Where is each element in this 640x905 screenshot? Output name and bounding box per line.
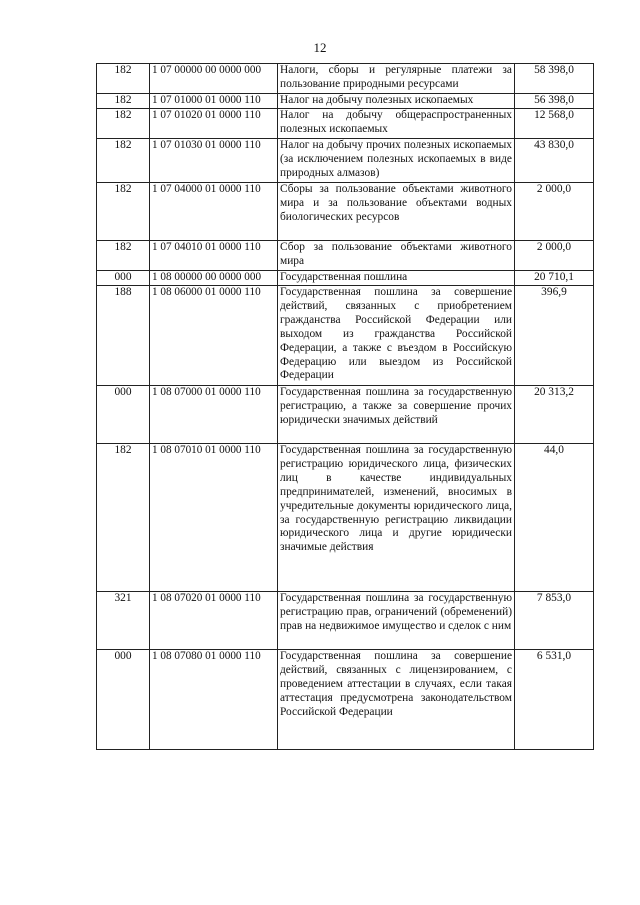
amount-cell: 44,0 — [515, 444, 594, 592]
budget-code-cell: 1 08 07020 01 0000 110 — [150, 592, 278, 650]
revenue-name-cell: Государственная пошлина за совершение действий, связанных с приобретением гражданства Российской Федерации или выходом из гражданства Российской Федерации, а также с въездом в Российскую Федерацию или выездом из Российской Федерации — [278, 286, 515, 386]
budget-revenue-table — [96, 63, 594, 750]
amount-cell: 6 531,0 — [515, 650, 594, 750]
budget-code-cell: 1 07 04010 01 0000 110 — [150, 241, 278, 271]
budget-code-cell: 1 08 07010 01 0000 110 — [150, 444, 278, 592]
admin-code-cell: 182 — [97, 64, 150, 94]
amount-cell: 2 000,0 — [515, 183, 594, 241]
admin-code-cell: 182 — [97, 183, 150, 241]
table-row — [97, 139, 594, 183]
table-row — [97, 183, 594, 241]
admin-code-cell: 182 — [97, 139, 150, 183]
revenue-name-cell: Сбор за пользование объектами животного мира — [278, 241, 515, 271]
admin-code-cell: 321 — [97, 592, 150, 650]
budget-code-cell: 1 07 04000 01 0000 110 — [150, 183, 278, 241]
budget-code-cell: 1 08 06000 01 0000 110 — [150, 286, 278, 386]
admin-code-cell: 182 — [97, 94, 150, 109]
revenue-name-cell: Налог на добычу полезных ископаемых — [278, 94, 515, 109]
admin-code-cell: 000 — [97, 271, 150, 286]
admin-code-cell: 000 — [97, 386, 150, 444]
admin-code-cell: 182 — [97, 109, 150, 139]
admin-code-cell: 182 — [97, 444, 150, 592]
revenue-name-cell: Государственная пошлина за государственную регистрацию прав, ограничений (обременений) прав на недвижимое имущество и сделок с ним — [278, 592, 515, 650]
revenue-name-cell: Сборы за пользование объектами животного мира и за пользование объектами водных биологических ресурсов — [278, 183, 515, 241]
revenue-name-cell: Государственная пошлина — [278, 271, 515, 286]
revenue-name-cell: Налоги, сборы и регулярные платежи за пользование природными ресурсами — [278, 64, 515, 94]
page-number: 12 — [313, 40, 327, 55]
amount-cell: 56 398,0 — [515, 94, 594, 109]
amount-cell: 20 710,1 — [515, 271, 594, 286]
table-row — [97, 592, 594, 650]
table-row — [97, 109, 594, 139]
budget-code-cell: 1 08 00000 00 0000 000 — [150, 271, 278, 286]
table-row — [97, 241, 594, 271]
table-row — [97, 94, 594, 109]
admin-code-cell: 188 — [97, 286, 150, 386]
revenue-name-cell: Налог на добычу общераспространенных полезных ископаемых — [278, 109, 515, 139]
budget-code-cell: 1 07 01030 01 0000 110 — [150, 139, 278, 183]
budget-code-cell: 1 08 07000 01 0000 110 — [150, 386, 278, 444]
revenue-name-cell: Государственная пошлина за государственную регистрацию, а также за совершение прочих юридически значимых действий — [278, 386, 515, 444]
revenue-name-cell: Государственная пошлина за совершение действий, связанных с лицензированием, с проведением аттестации в случаях, если такая аттестация предусмотрена законодательством Российской Федерации — [278, 650, 515, 750]
amount-cell: 396,9 — [515, 286, 594, 386]
amount-cell: 43 830,0 — [515, 139, 594, 183]
table-row — [97, 271, 594, 286]
amount-cell: 12 568,0 — [515, 109, 594, 139]
revenue-name-cell: Налог на добычу прочих полезных ископаемых (за исключением полезных ископаемых в виде природных алмазов) — [278, 139, 515, 183]
budget-code-cell: 1 07 01000 01 0000 110 — [150, 94, 278, 109]
table-row — [97, 650, 594, 750]
table-row — [97, 64, 594, 94]
amount-cell: 2 000,0 — [515, 241, 594, 271]
table-row — [97, 444, 594, 592]
admin-code-cell: 000 — [97, 650, 150, 750]
revenue-name-cell: Государственная пошлина за государственную регистрацию юридического лица, физических лиц в качестве индивидуальных предпринимателей, изменений, вносимых в учредительные документы юридического лица, за государственную регистрацию ликвидации юридического лица и другие юридически значимые действия — [278, 444, 515, 592]
table-row — [97, 286, 594, 386]
budget-code-cell: 1 07 01020 01 0000 110 — [150, 109, 278, 139]
budget-code-cell: 1 07 00000 00 0000 000 — [150, 64, 278, 94]
budget-code-cell: 1 08 07080 01 0000 110 — [150, 650, 278, 750]
table-row — [97, 386, 594, 444]
amount-cell: 7 853,0 — [515, 592, 594, 650]
admin-code-cell: 182 — [97, 241, 150, 271]
amount-cell: 58 398,0 — [515, 64, 594, 94]
amount-cell: 20 313,2 — [515, 386, 594, 444]
